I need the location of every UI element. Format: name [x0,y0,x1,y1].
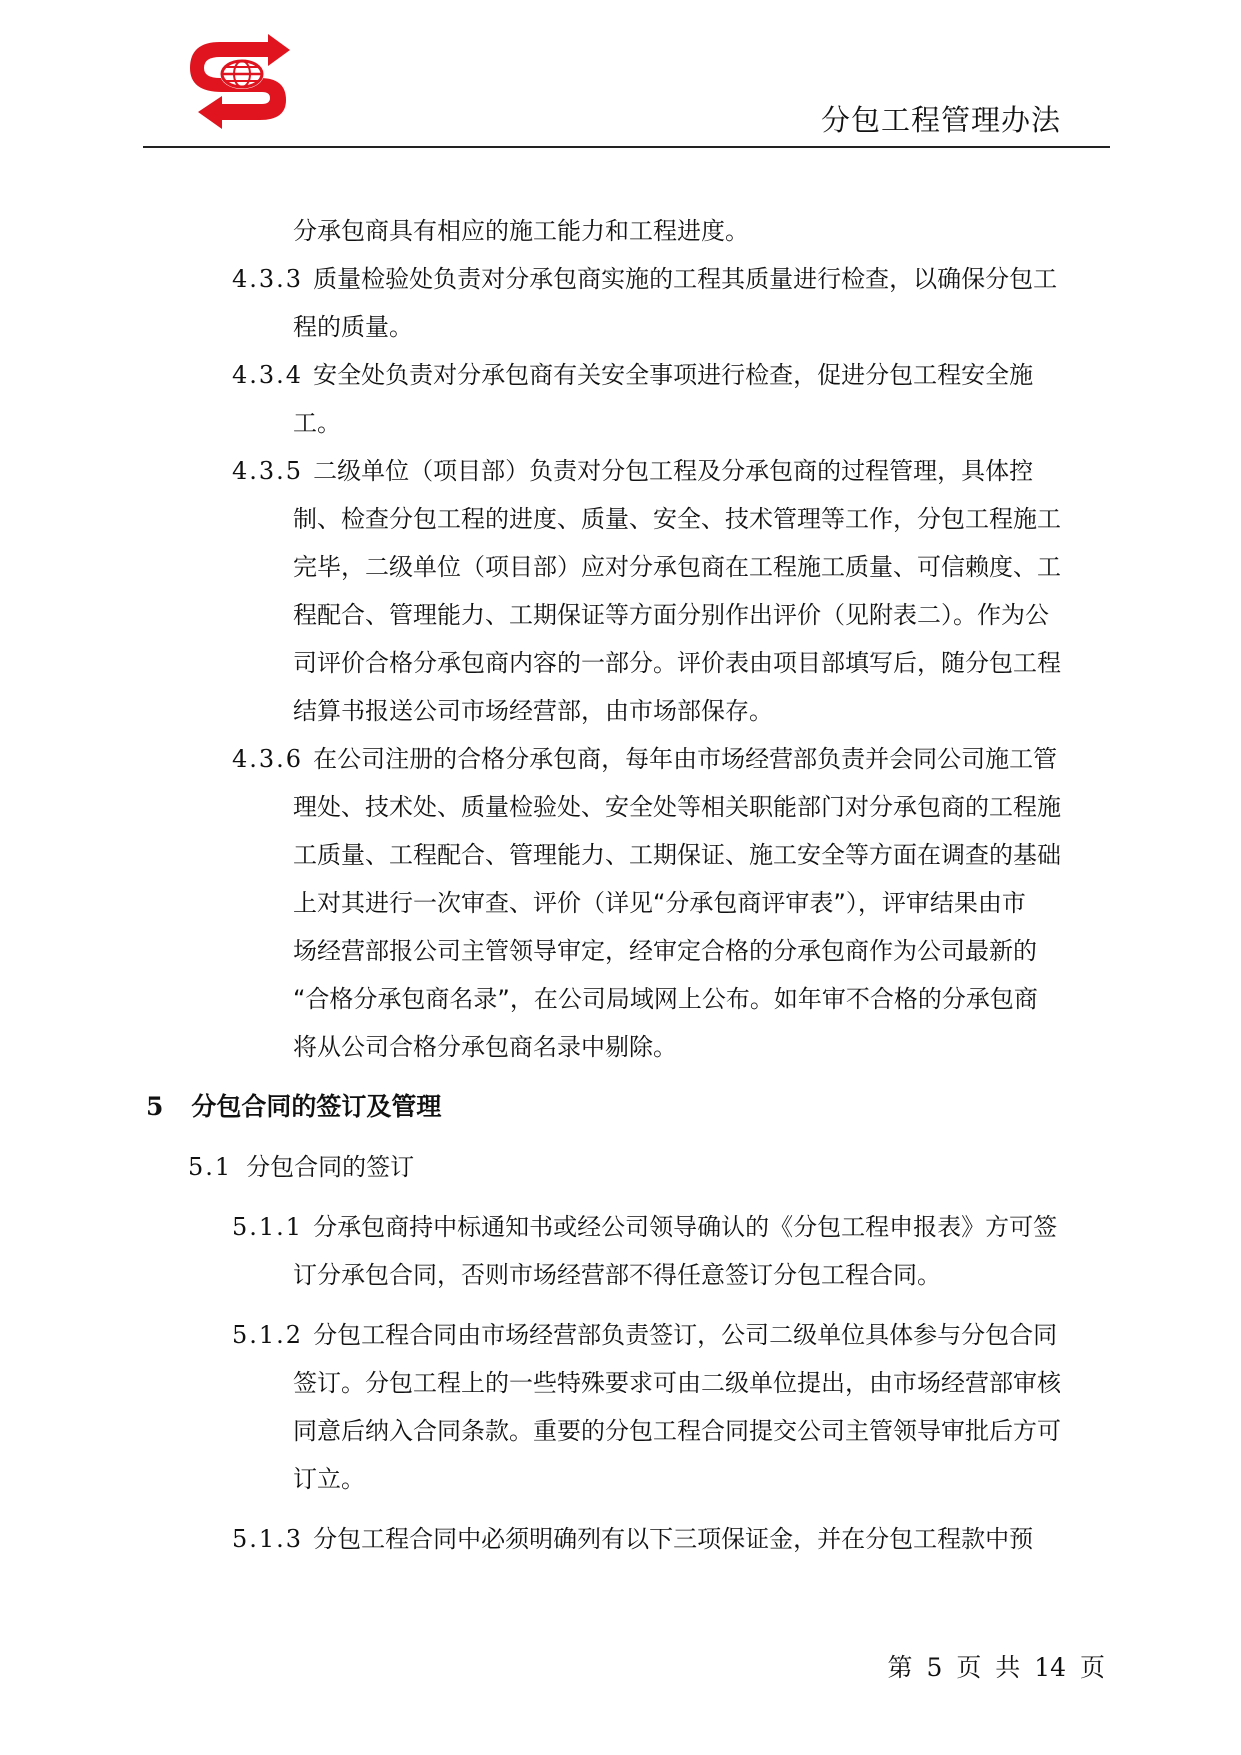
clause-5-1-1: 5.1.1 分承包商持中标通知书或经公司领导确认的《分包工程申报表》方可签 [232,1213,1058,1241]
body-line: 理处、技术处、质量检验处、安全处等相关职能部门对分承包商的工程施 [293,793,1061,821]
body-line: 工质量、工程配合、管理能力、工期保证、施工安全等方面在调查的基础 [293,841,1061,869]
body-line: 完毕，二级单位（项目部）应对分承包商在工程施工质量、可信赖度、工 [293,553,1061,581]
body-line: 场经营部报公司主管领导审定，经审定合格的分承包商作为公司最新的 [293,937,1037,965]
body-line: 上对其进行一次审查、评价（详见“分承包商评审表”），评审结果由市 [293,889,1026,917]
clause-4-3-3: 4.3.3 质量检验处负责对分承包商实施的工程其质量进行检查，以确保分包工 [232,265,1058,293]
body-line: 司评价合格分承包商内容的一部分。评价表由项目部填写后，随分包工程 [293,649,1061,677]
body-line: 程的质量。 [293,313,413,341]
body-line: 订分承包合同，否则市场经营部不得任意签订分包工程合同。 [293,1261,941,1289]
body-line: 签订。分包工程上的一些特殊要求可由二级单位提出，由市场经营部审核 [293,1369,1061,1397]
clause-4-3-5: 4.3.5 二级单位（项目部）负责对分包工程及分承包商的过程管理，具体控 [232,457,1034,485]
clause-4-3-4: 4.3.4 安全处负责对分承包商有关安全事项进行检查，促进分包工程安全施 [232,361,1034,389]
subsection-5-1-heading: 5.1 分包合同的签订 [188,1153,415,1181]
body-line: 同意后纳入合同条款。重要的分包工程合同提交公司主管领导审批后方可 [293,1417,1061,1445]
clause-5-1-3: 5.1.3 分包工程合同中必须明确列有以下三项保证金，并在分包工程款中预 [232,1525,1034,1553]
body-line: 分承包商具有相应的施工能力和工程进度。 [293,217,749,245]
body-line: 结算书报送公司市场经营部，由市场部保存。 [293,697,773,725]
body-line: 工。 [293,409,341,437]
company-logo [190,30,300,130]
section-5-heading: 5 分包合同的签订及管理 [146,1092,442,1121]
body-line: “合格分承包商名录”，在公司局域网上公布。如年审不合格的分承包商 [293,985,1038,1013]
header-rule [143,146,1110,148]
clause-4-3-6: 4.3.6 在公司注册的合格分承包商，每年由市场经营部负责并会同公司施工管 [232,745,1058,773]
clause-5-1-2: 5.1.2 分包工程合同由市场经营部负责签订，公司二级单位具体参与分包合同 [232,1321,1058,1349]
body-line: 制、检查分包工程的进度、质量、安全、技术管理等工作，分包工程施工 [293,505,1061,533]
body-line: 将从公司合格分承包商名录中剔除。 [293,1033,677,1061]
body-line: 订立。 [293,1465,365,1493]
page-number: 第 5 页 共 14 页 [887,1653,1105,1682]
document-title: 分包工程管理办法 [820,103,1061,137]
body-line: 程配合、管理能力、工期保证等方面分别作出评价（见附表二）。作为公 [293,601,1049,629]
